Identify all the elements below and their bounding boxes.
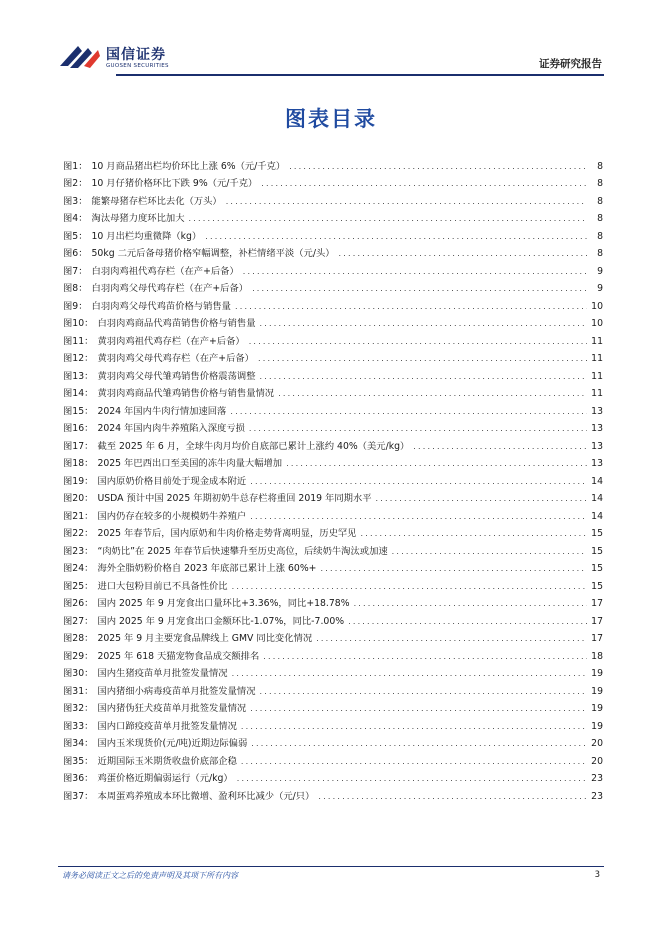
toc-entry-number: 图28： <box>63 633 94 644</box>
toc-entry-title: 国内口蹄疫疫苗单月批签发量情况 <box>97 720 237 732</box>
toc-leader-dots <box>320 563 587 574</box>
toc-entry[interactable] <box>63 574 603 592</box>
toc-entry[interactable] <box>63 487 603 505</box>
toc-leader-dots <box>316 633 587 644</box>
toc-entry-page: 8 <box>597 160 603 172</box>
toc-entry-title: 鸡蛋价格近期偏弱运行（元/kg） <box>97 773 233 784</box>
toc-entry[interactable] <box>63 399 603 417</box>
guosen-logo <box>58 40 208 74</box>
figure-list <box>63 154 603 802</box>
toc-entry-number: 图4： <box>63 213 88 224</box>
toc-entry-title: 国内仍存在较多的小规模奶牛养殖户 <box>97 510 247 522</box>
page-title: 图表目录 <box>285 107 377 131</box>
toc-entry-number: 图16： <box>63 423 94 434</box>
toc-leader-dots <box>205 231 587 242</box>
toc-entry-page: 20 <box>591 755 603 767</box>
toc-entry-page: 19 <box>591 685 603 697</box>
toc-entry-number: 图23： <box>63 545 94 557</box>
toc-leader-dots <box>258 353 587 364</box>
toc-leader-dots <box>261 178 587 189</box>
toc-entry-page: 23 <box>591 790 603 802</box>
toc-entry-number: 图26： <box>63 598 94 609</box>
toc-entry-number: 图6： <box>63 248 88 259</box>
toc-leader-dots <box>289 161 587 172</box>
toc-entry[interactable] <box>63 627 603 645</box>
toc-entry-title: USDA 预计中国 2025 年期初奶牛总存栏将重回 2019 年同期水平 <box>97 493 372 504</box>
toc-entry[interactable] <box>63 224 603 242</box>
guosen-logo-icon <box>58 42 102 72</box>
toc-entry-number: 图37： <box>63 790 94 802</box>
toc-leader-dots <box>232 581 587 592</box>
toc-entry[interactable] <box>63 364 603 382</box>
toc-entry-number: 图22： <box>63 528 94 539</box>
toc-entry-number: 图18： <box>63 458 94 469</box>
toc-entry-page: 20 <box>591 738 603 749</box>
toc-leader-dots <box>250 511 587 522</box>
toc-entry-title: 10 月商品猪出栏均价环比上涨 6%（元/千克） <box>91 160 286 172</box>
toc-entry[interactable] <box>63 732 603 750</box>
toc-leader-dots <box>263 651 587 662</box>
toc-entry-title: 2024 年国内肉牛养殖陷入深度亏损 <box>97 423 245 434</box>
toc-entry-title: 截至 2025 年 6 月，全球牛肉月均价自底部已累计上涨约 40%（美元/kg） <box>97 440 410 452</box>
toc-entry-title: 淘汰母猪力度环比加大 <box>91 213 185 224</box>
toc-entry-page: 13 <box>591 458 603 469</box>
toc-leader-dots <box>348 616 587 627</box>
toc-entry-number: 图5： <box>63 230 88 242</box>
toc-entry-page: 11 <box>591 353 603 364</box>
toc-entry-page: 17 <box>591 633 603 644</box>
toc-entry[interactable] <box>63 312 603 330</box>
toc-entry-page: 13 <box>591 405 603 417</box>
report-type-label: 证券研究报告 <box>539 58 602 70</box>
toc-entry[interactable] <box>63 644 603 662</box>
toc-entry-page: 8 <box>597 178 603 189</box>
toc-entry-page: 8 <box>597 230 603 242</box>
toc-entry-title: 黄羽肉鸡父母代鸡存栏（在产+后备） <box>97 353 254 364</box>
toc-leader-dots <box>249 336 587 347</box>
toc-entry-title: 国内猪伪狂犬疫苗单月批签发量情况 <box>97 703 247 714</box>
page-header <box>58 40 604 74</box>
toc-entry-title: 10 月出栏均重微降（kg） <box>91 230 202 242</box>
toc-entry-title: “肉奶比”在 2025 年春节后快速攀升至历史高位，后续奶牛淘汰或加速 <box>97 545 388 557</box>
toc-entry-number: 图8： <box>63 283 88 294</box>
toc-entry[interactable] <box>63 242 603 260</box>
toc-leader-dots <box>260 371 588 382</box>
toc-entry-title: 国内 2025 年 9 月宠食出口量环比+3.36%，同比+18.78% <box>97 598 350 609</box>
toc-entry-number: 图25： <box>63 580 94 592</box>
toc-entry-title: 白羽肉鸡商品代鸡苗销售价格与销售量 <box>97 318 256 329</box>
toc-entry-page: 19 <box>591 720 603 732</box>
toc-entry-page: 14 <box>591 493 603 504</box>
toc-leader-dots <box>392 546 587 557</box>
toc-leader-dots <box>250 703 587 714</box>
toc-entry-number: 图30： <box>63 668 94 679</box>
toc-entry-page: 11 <box>591 335 603 347</box>
toc-entry-number: 图3： <box>63 195 88 207</box>
toc-leader-dots <box>318 791 587 802</box>
toc-entry-number: 图36： <box>63 773 94 784</box>
toc-entry[interactable] <box>63 469 603 487</box>
toc-entry[interactable] <box>63 749 603 767</box>
toc-entry[interactable] <box>63 539 603 557</box>
toc-entry[interactable] <box>63 382 603 400</box>
toc-entry-title: 国内原奶价格目前处于现金成本附近 <box>97 475 247 487</box>
toc-leader-dots <box>232 668 587 679</box>
toc-entry-number: 图15： <box>63 405 94 417</box>
toc-leader-dots <box>251 738 587 749</box>
toc-entry[interactable] <box>63 294 603 312</box>
toc-entry-number: 图1： <box>63 160 88 172</box>
toc-entry-number: 图2： <box>63 178 88 189</box>
toc-entry[interactable] <box>63 662 603 680</box>
toc-entry-page: 15 <box>591 580 603 592</box>
toc-entry-number: 图12： <box>63 353 94 364</box>
toc-entry-page: 19 <box>591 703 603 714</box>
toc-entry-title: 2025 年春节后，国内原奶和牛肉价格走势背离明显，历史罕见 <box>97 528 357 539</box>
toc-entry-number: 图9： <box>63 300 88 312</box>
toc-leader-dots <box>286 458 587 469</box>
toc-entry-page: 9 <box>597 283 603 294</box>
toc-entry-title: 国内 2025 年 9 月宠食出口金额环比-1.07%，同比-7.00% <box>97 615 345 627</box>
toc-entry-page: 13 <box>591 440 603 452</box>
toc-leader-dots <box>235 301 587 312</box>
toc-entry-title: 黄羽肉鸡父母代雏鸡销售价格震荡调整 <box>97 370 256 382</box>
toc-entry-number: 图20： <box>63 493 94 504</box>
toc-entry-page: 11 <box>591 388 603 399</box>
toc-entry-title: 白羽肉鸡祖代鸡存栏（在产+后备） <box>91 265 239 277</box>
toc-entry-title: 国内猪细小病毒疫苗单月批签发量情况 <box>97 685 256 697</box>
logo-chinese-name: 国信证券 <box>106 47 166 63</box>
toc-entry-page: 8 <box>597 213 603 224</box>
toc-entry[interactable] <box>63 609 603 627</box>
toc-entry[interactable] <box>63 504 603 522</box>
toc-entry[interactable] <box>63 259 603 277</box>
toc-leader-dots <box>241 756 587 767</box>
toc-leader-dots <box>354 598 587 609</box>
toc-entry-number: 图33： <box>63 720 94 732</box>
toc-leader-dots <box>249 423 587 434</box>
toc-entry[interactable] <box>63 207 603 225</box>
toc-leader-dots <box>243 266 587 277</box>
toc-entry-page: 10 <box>591 300 603 312</box>
toc-entry[interactable] <box>63 277 603 295</box>
toc-entry-title: 2025 年 618 天猫宠物食品成交额排名 <box>97 650 260 662</box>
toc-entry[interactable] <box>63 189 603 207</box>
toc-entry[interactable] <box>63 697 603 715</box>
toc-entry-number: 图10： <box>63 318 94 329</box>
logo-english-name: GUOSEN SECURITIES <box>106 63 169 69</box>
toc-entry-page: 8 <box>597 248 603 259</box>
toc-entry-page: 15 <box>591 528 603 539</box>
toc-leader-dots <box>260 686 588 697</box>
toc-entry-title: 海外全脂奶粉价格自 2023 年底部已累计上涨 60%+ <box>97 563 317 574</box>
toc-entry-number: 图17： <box>63 440 94 452</box>
toc-leader-dots <box>189 213 588 224</box>
toc-entry[interactable] <box>63 452 603 470</box>
toc-entry[interactable] <box>63 347 603 365</box>
toc-leader-dots <box>241 721 587 732</box>
toc-entry-title: 50kg 二元后备母猪价格窄幅调整，补栏情绪平淡（元/头） <box>91 248 335 259</box>
toc-entry[interactable] <box>63 784 603 802</box>
toc-entry-title: 本周蛋鸡养殖成本环比微增、盈利环比减少（元/只） <box>97 790 315 802</box>
toc-leader-dots <box>226 196 587 207</box>
toc-entry-page: 14 <box>591 475 603 487</box>
toc-entry[interactable] <box>63 329 603 347</box>
toc-entry-number: 图21： <box>63 510 94 522</box>
toc-entry[interactable] <box>63 592 603 610</box>
toc-entry-title: 能繁母猪存栏环比去化（万头） <box>91 195 222 207</box>
toc-entry-number: 图34： <box>63 738 94 749</box>
toc-entry-number: 图29： <box>63 650 94 662</box>
toc-leader-dots <box>250 476 587 487</box>
toc-entry-page: 15 <box>591 563 603 574</box>
toc-entry-page: 17 <box>591 615 603 627</box>
toc-entry[interactable] <box>63 154 603 172</box>
toc-entry-title: 2025 年巴西出口至美国的冻牛肉量大幅增加 <box>97 458 283 469</box>
toc-leader-dots <box>237 773 587 784</box>
toc-entry-title: 国内玉米现货价(元/吨)近期边际偏弱 <box>97 738 248 749</box>
toc-entry-title: 白羽肉鸡父母代鸡存栏（在产+后备） <box>91 283 249 294</box>
toc-entry-number: 图24： <box>63 563 94 574</box>
toc-entry[interactable] <box>63 557 603 575</box>
toc-entry[interactable] <box>63 434 603 452</box>
toc-entry-title: 2024 年国内牛肉行情加速回落 <box>97 405 227 417</box>
toc-entry[interactable] <box>63 417 603 435</box>
header-divider <box>116 74 604 76</box>
toc-entry-page: 9 <box>597 265 603 277</box>
toc-entry-page: 14 <box>591 510 603 522</box>
toc-entry-number: 图32： <box>63 703 94 714</box>
toc-entry-page: 17 <box>591 598 603 609</box>
toc-entry[interactable] <box>63 522 603 540</box>
toc-entry-page: 11 <box>591 370 603 382</box>
toc-entry[interactable] <box>63 679 603 697</box>
toc-entry-number: 图31： <box>63 685 94 697</box>
toc-entry-number: 图14： <box>63 388 94 399</box>
toc-entry[interactable] <box>63 767 603 785</box>
toc-entry-title: 白羽肉鸡父母代鸡苗价格与销售量 <box>91 300 231 312</box>
toc-entry[interactable] <box>63 172 603 190</box>
footer-divider <box>58 866 604 867</box>
toc-leader-dots <box>230 406 587 417</box>
toc-entry-number: 图19： <box>63 475 94 487</box>
toc-entry-number: 图35： <box>63 755 94 767</box>
toc-entry-number: 图11： <box>63 335 94 347</box>
toc-entry-page: 8 <box>597 195 603 207</box>
toc-leader-dots <box>376 493 587 504</box>
toc-entry-title: 2025 年 9 月主要宠食品牌线上 GMV 同比变化情况 <box>97 633 313 644</box>
toc-leader-dots <box>260 318 588 329</box>
toc-entry-title: 近期国际玉米期货收盘价底部企稳 <box>97 755 237 767</box>
toc-entry-page: 13 <box>591 423 603 434</box>
toc-entry-title: 黄羽肉鸡祖代鸡存栏（在产+后备） <box>97 335 245 347</box>
toc-entry[interactable] <box>63 714 603 732</box>
toc-entry-page: 10 <box>591 318 603 329</box>
toc-entry-number: 图27： <box>63 615 94 627</box>
toc-leader-dots <box>252 283 587 294</box>
toc-leader-dots <box>278 388 587 399</box>
toc-entry-title: 国内生猪疫苗单月批签发量情况 <box>97 668 228 679</box>
toc-entry-title: 黄羽肉鸡商品代雏鸡销售价格与销售量情况 <box>97 388 275 399</box>
toc-leader-dots <box>413 441 587 452</box>
toc-leader-dots <box>360 528 587 539</box>
toc-entry-number: 图7： <box>63 265 88 277</box>
toc-entry-title: 进口大包粉目前已不具备性价比 <box>97 580 228 592</box>
toc-entry-page: 19 <box>591 668 603 679</box>
toc-entry-page: 15 <box>591 545 603 557</box>
toc-entry-page: 23 <box>591 773 603 784</box>
page-number: 3 <box>594 870 600 880</box>
toc-entry-title: 10 月仔猪价格环比下跌 9%（元/千克） <box>91 178 258 189</box>
toc-entry-page: 18 <box>591 650 603 662</box>
toc-entry-number: 图13： <box>63 370 94 382</box>
toc-leader-dots <box>339 248 587 259</box>
disclaimer-note: 请务必阅读正文之后的免责声明及其项下所有内容 <box>62 871 238 880</box>
